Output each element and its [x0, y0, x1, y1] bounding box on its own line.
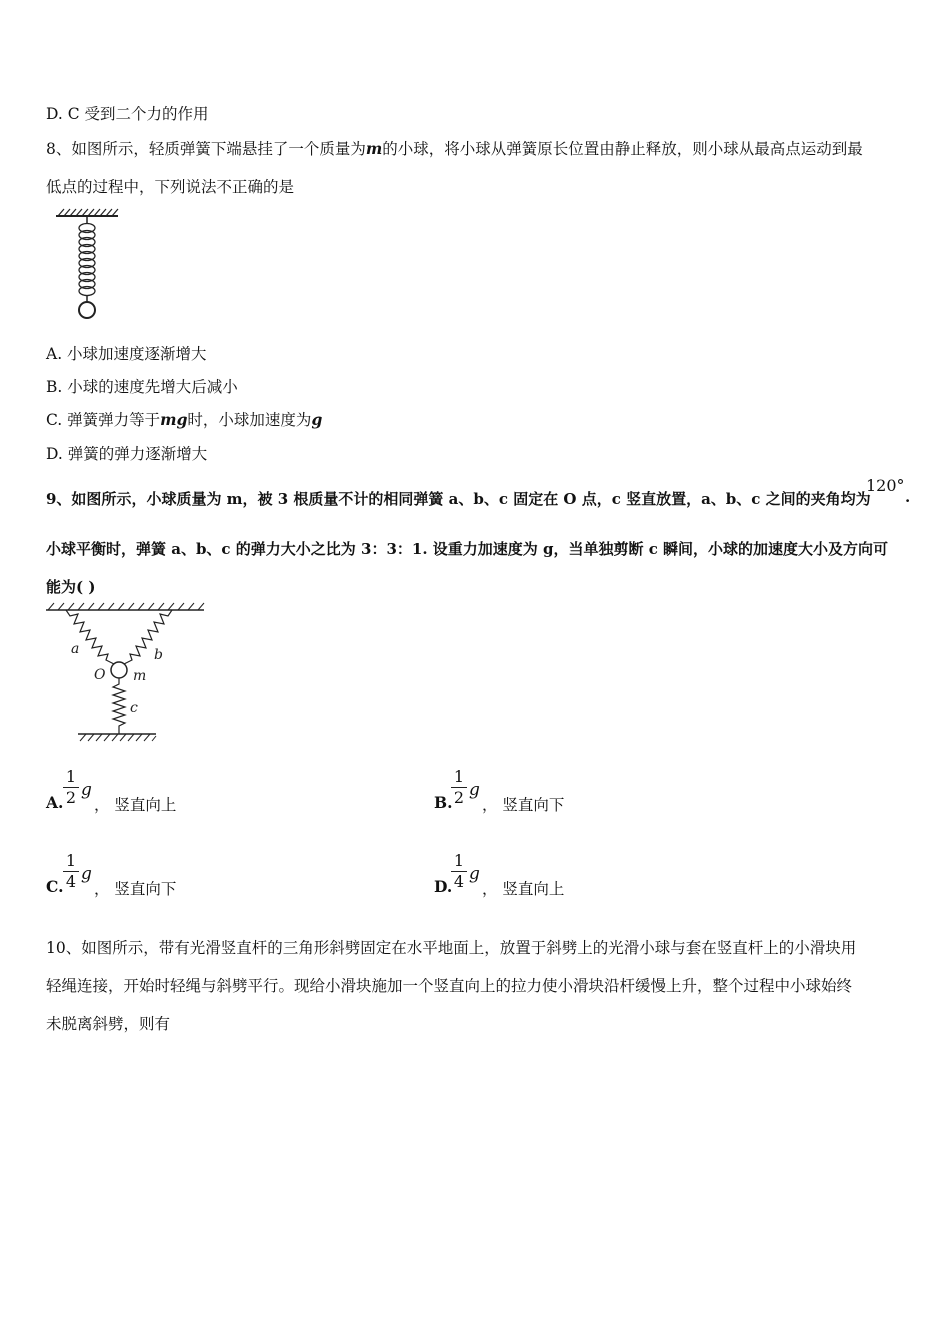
q9-stem-line3: 能为( ): [46, 578, 96, 596]
q8-option-c-g: g: [311, 410, 323, 429]
q9-option-b-g: g: [469, 780, 480, 800]
q7-option-d: D. C 受到二个力的作用: [46, 105, 209, 123]
q9-label-b: b: [154, 647, 163, 663]
q9-option-d-g: g: [469, 864, 480, 884]
q8-stem-line2: 低点的过程中，下列说法不正确的是: [46, 178, 295, 196]
q9-label-o: O: [94, 667, 106, 683]
q9-option-d-numerator: 1: [453, 851, 465, 870]
q8-stem-line1: [46, 137, 863, 159]
q9-stem-line1: 9、如图所示，小球质量为 m，被 3 根质量不计的相同弹簧 a、b、c 固定在 O 点，c 竖直放置，a、b、c 之间的夹角均为: [46, 490, 871, 508]
q9-label-m: m: [133, 668, 147, 684]
q9-period: .: [905, 488, 911, 506]
q9-angle: 120°: [866, 476, 905, 495]
q9-label-c: c: [130, 700, 138, 716]
q9-option-c-numerator: 1: [65, 851, 77, 870]
q9-springs-figure: [44, 600, 208, 746]
q10-stem-line2: 轻绳连接，开始时轻绳与斜劈平行。现给小滑块施加一个竖直向上的拉力使小滑块沿杆缓慢上升，整个过程中小球始终: [46, 977, 853, 995]
q9-spring-c: [113, 678, 125, 734]
q9-option-b-denominator: 2: [453, 788, 465, 807]
q9-option-b-numerator: 1: [453, 767, 465, 786]
q9-option-b-fraction: [451, 768, 467, 807]
q9-option-d-fraction: [451, 852, 467, 891]
q9-option-a-numerator: 1: [65, 767, 77, 786]
q8-option-c-mg: mg: [160, 410, 188, 429]
q9-option-a-denominator: 2: [65, 788, 77, 807]
q9-option-c-fraction: [63, 852, 79, 891]
q9-option-d-denominator: 4: [453, 872, 465, 891]
q8-stem-part-b: 的小球，将小球从弹簧原长位置由静止释放，则小球从最高点运动到最: [382, 140, 863, 158]
q9-option-c-denominator: 4: [65, 872, 77, 891]
q9-spring-b: [124, 610, 172, 664]
q8-option-c-part-a: C. 弹簧弹力等于: [46, 411, 161, 429]
q8-option-c-part-b: 时，小球加速度为: [187, 411, 312, 429]
q8-ball: [79, 302, 95, 318]
q9-ball: [111, 662, 127, 678]
q8-option-a: A. 小球加速度逐渐增大: [46, 345, 207, 363]
q9-option-a-fraction: [63, 768, 79, 807]
q9-option-d-text: ， 竖直向上: [482, 880, 565, 898]
q9-option-a-text: ， 竖直向上: [94, 796, 177, 814]
q8-spring-coils: [79, 224, 95, 296]
q9-option-d-label: D.: [434, 877, 453, 896]
q9-option-b-text: ， 竖直向下: [482, 796, 565, 814]
q9-option-c-text: ， 竖直向下: [94, 880, 177, 898]
q10-stem-line3: 未脱离斜劈，则有: [46, 1015, 171, 1033]
q8-stem-part-a: 8、如图所示，轻质弹簧下端悬挂了一个质量为: [46, 140, 366, 158]
q9-option-a-label: A.: [46, 793, 64, 812]
q8-spring-figure: [52, 206, 124, 324]
q8-option-d: D. 弹簧的弹力逐渐增大: [46, 445, 208, 463]
q10-stem-line1: 10、如图所示，带有光滑竖直杆的三角形斜劈固定在水平地面上，放置于斜劈上的光滑小球与套在竖直杆上的小滑块用: [46, 939, 857, 957]
q9-option-c-label: C.: [46, 877, 64, 896]
q8-mass-symbol: m: [365, 139, 383, 158]
q9-option-c-g: g: [81, 864, 92, 884]
q8-option-c: [46, 408, 322, 430]
q8-option-b: B. 小球的速度先增大后减小: [46, 378, 238, 396]
q9-option-a-g: g: [81, 780, 92, 800]
q9-stem-line2: 小球平衡时，弹簧 a、b、c 的弹力大小之比为 3：3：1. 设重力加速度为 g，当单独剪断 c 瞬间，小球的加速度大小及方向可: [46, 540, 889, 558]
q9-label-a: a: [71, 641, 80, 657]
q9-option-b-label: B.: [434, 793, 453, 812]
